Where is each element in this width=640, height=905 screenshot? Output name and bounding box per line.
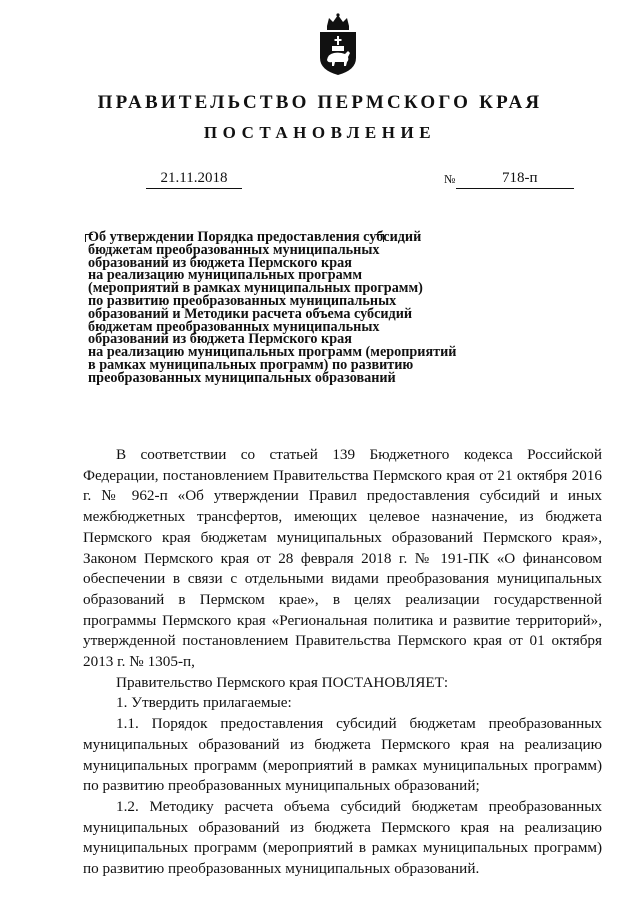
subject-line: (мероприятий в рамках муниципальных программ) (88, 280, 423, 297)
subject-line: бюджетам преобразованных муниципальных (88, 241, 380, 258)
subject-line: образований из бюджета Пермского края (88, 331, 352, 348)
subject-line: бюджетам преобразованных муниципальных (88, 318, 380, 335)
document-subject (88, 231, 508, 385)
subject-line: на реализацию муниципальных программ (мероприятий (88, 344, 457, 361)
item-1: 1. Утвердить прилагаемые: (116, 694, 292, 712)
subject-line: преобразованных муниципальных образований (88, 369, 396, 386)
subject-line: Об утверждении Порядка предоставления субсидий (88, 229, 422, 245)
subject-line: по развитию преобразованных муниципальных (88, 292, 397, 309)
item-1-2: 1.2. Методику расчета объема субсидий бюджетам преобразованных муниципальных образований из бюджета Пермского края на реализацию муниципальных программ (мероприятий в рамках муниципальных программ) по развитию преобразованных муниципальных образований. (83, 797, 602, 878)
government-title: ПРАВИТЕЛЬСТВО ПЕРМСКОГО КРАЯ (97, 92, 543, 113)
subject-line: образований из бюджета Пермского края (88, 254, 352, 271)
preamble-paragraph: В соответствии со статьей 139 Бюджетного кодекса Российской Федерации, постановлением Правительства Пермского края от 21 октября 2016 г. № 962-п «Об утверждении Правил предоставления субсидий и иных межбюджетных трансфертов, имеющих целевое назначение, из бюджета Пермского края бюджетам муниципальных образований Пермского края», Законом Пермского края от 28 февраля 2018 г. № 191-ПК «О финансовом обеспечении в связи с отдельными видами преобразования муниципальных образований в Пермском крае», в целях реализации государственной программы Пермского края «Региональная политика и развитие территорий», утвержденной постановлением Правительства Пермского края от 01 октября 2013 г. № 1305-п, (83, 446, 602, 671)
document-type: ПОСТАНОВЛЕНИЕ (203, 123, 437, 142)
document-body (83, 445, 602, 880)
subject-line: на реализацию муниципальных программ (88, 267, 363, 284)
subject-line: образований и Методики расчета объема субсидий (88, 305, 413, 322)
number-sign: № (444, 172, 456, 186)
subject-line: в рамках муниципальных программ) по развитию (88, 356, 414, 373)
item-1-1: 1.1. Порядок предоставления субсидий бюджетам преобразованных муниципальных образований из бюджета Пермского края на реализацию муниципальных программ (мероприятий в рамках муниципальных программ) по развитию преобразованных муниципальных образований; (83, 715, 602, 795)
resolution-statement: Правительство Пермского края ПОСТАНОВЛЯЕТ: (116, 673, 449, 691)
perm-krai-coat-of-arms-icon (318, 12, 358, 78)
document-number: 718-п (456, 170, 574, 189)
document-date: 21.11.2018 (146, 170, 242, 189)
